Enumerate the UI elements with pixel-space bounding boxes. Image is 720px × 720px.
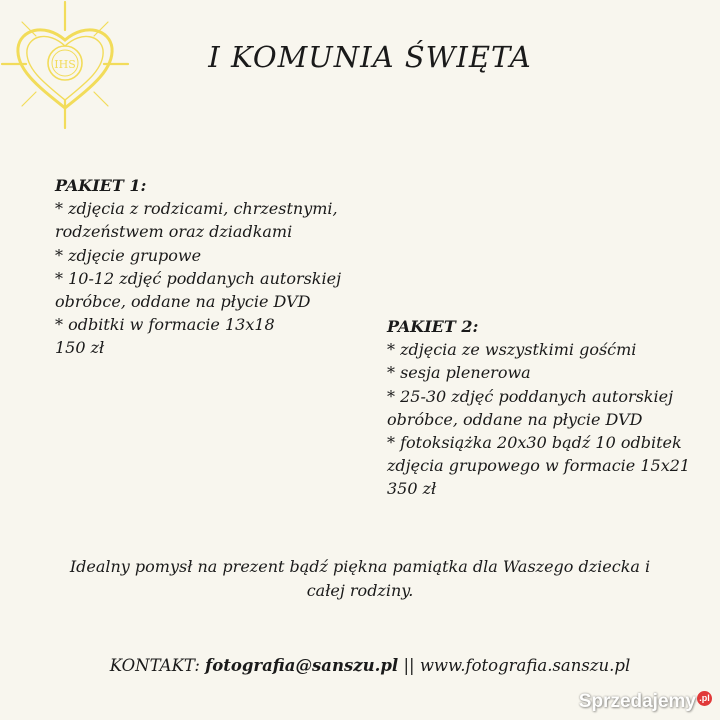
watermark-badge: .pl [697,691,712,706]
package-item: * odbitki w formacie 13x18 [55,315,275,335]
package-item: * fotoksiążka 20x30 bądź 10 odbitek [387,433,682,453]
package-item: obróbce, oddane na płycie DVD [55,292,311,312]
package-item: * sesja plenerowa [387,363,531,383]
contact-line [60,656,680,675]
ihs-heart-emblem [0,0,130,130]
emblem-monogram: IHS [54,58,76,71]
package-item: * zdjęcia ze wszystkimi gośćmi [387,340,637,360]
sprzedajemy-watermark [579,691,712,713]
package-heading: PAKIET 1: [55,176,147,195]
contact-label: KONTAKT: [109,656,200,675]
package-price: 150 zł [55,338,105,358]
package-item: zdjęcia grupowego w formacie 15x21 [387,456,691,476]
contact-website-link[interactable]: www.fotografia.sanszu.pl [419,656,631,675]
package-heading: PAKIET 2: [387,317,479,336]
package-item: * zdjęcie grupowe [55,245,202,265]
package-item: * 10-12 zdjęć poddanych autorskiej [55,268,342,288]
package-price: 350 zł [387,479,437,499]
watermark-text: Sprzedajemy [578,691,696,712]
package-item: * zdjęcia z rodzicami, chrzestnymi, [55,199,338,219]
contact-email-link[interactable]: fotografia@sanszu.pl [205,656,399,675]
package-item: * 25-30 zdjęć poddanych autorskiej [387,386,674,406]
package-item: rodzeństwem oraz dziadkami [55,222,293,242]
package-1 [55,174,365,360]
contact-separator: || [403,656,415,675]
package-2 [387,315,697,501]
page-title: I KOMUNIA ŚWIĘTA [208,40,532,74]
package-item: obróbce, oddane na płycie DVD [387,409,643,429]
tagline-line: całej rodziny. [306,581,414,600]
tagline-line: Idealny pomysł na prezent bądź piękna pamiątka dla Waszego dziecka i [69,557,651,576]
tagline [40,555,680,603]
